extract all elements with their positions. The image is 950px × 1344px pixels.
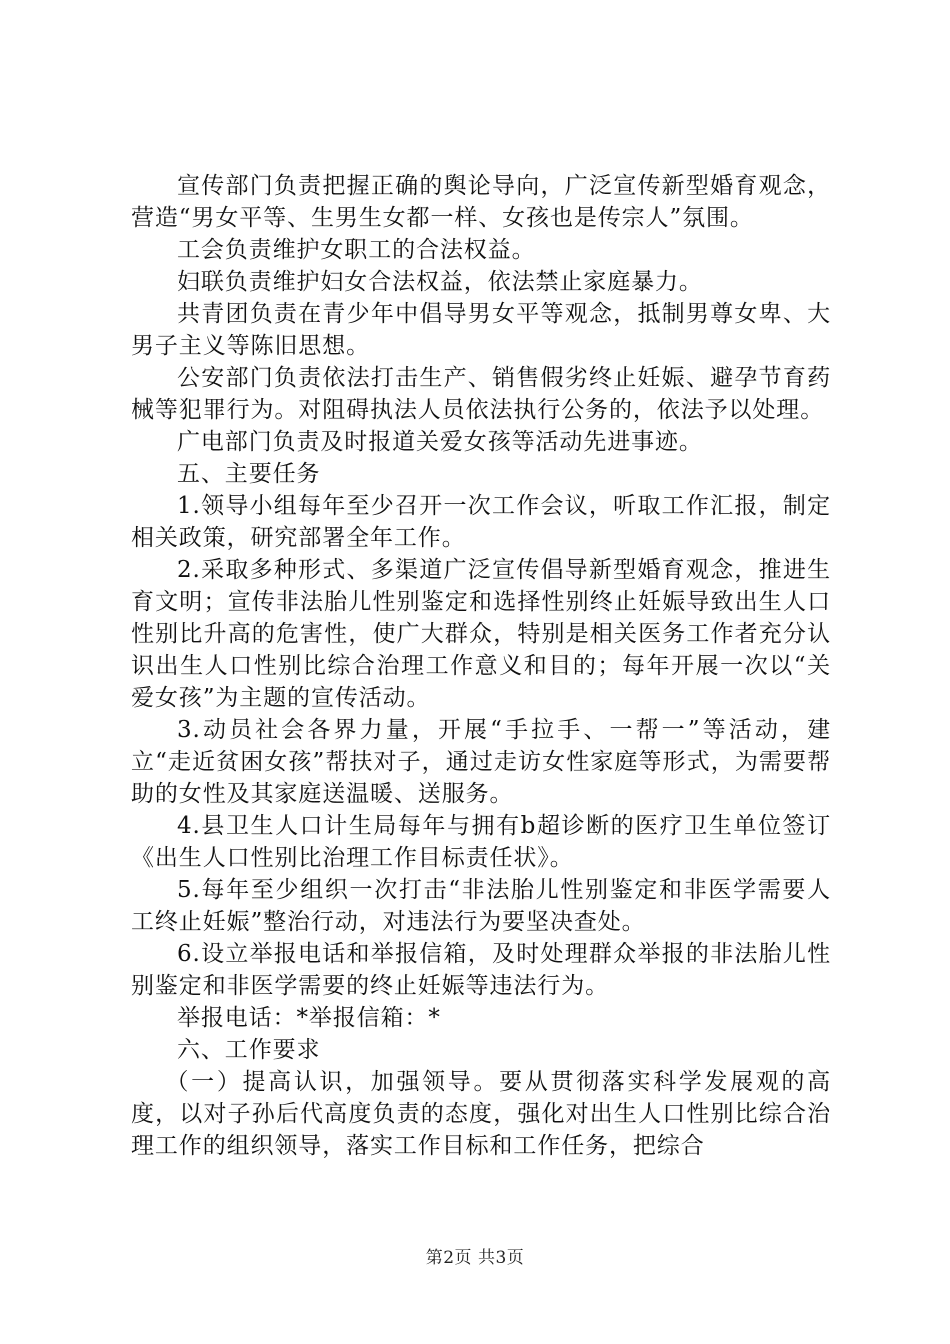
section-heading-main-tasks: 五、主要任务 <box>177 461 321 487</box>
paragraph-public-security: 公安部门负责依法打击生产、销售假劣终止妊娠、避孕节育药械等犯罪行为。对阻碍执法人员依法执行公务的，依法予以处理。 <box>131 365 831 423</box>
report-contact-line: 举报电话：*举报信箱：* <box>177 1005 441 1031</box>
paragraph-womens-federation: 妇联负责维护妇女合法权益，依法禁止家庭暴力。 <box>177 269 703 295</box>
paragraph-publicity-dept: 宣传部门负责把握正确的舆论导向，广泛宣传新型婚育观念，营造“男女平等、生男生女都一样、女孩也是传宗人”氛围。 <box>131 173 831 231</box>
task-item-2: 2.采取多种形式、多渠道广泛宣传倡导新型婚育观念，推进生育文明；宣传非法胎儿性别鉴定和选择性别终止妊娠导致出生人口性别比升高的危害性，使广大群众，特别是相关医务工作者充分认识出生人口性别比综合治理工作意义和目的；每年开展一次以“关爱女孩”为主题的宣传活动。 <box>131 557 831 711</box>
task-item-1: 1.领导小组每年至少召开一次工作会议，听取工作汇报，制定相关政策，研究部署全年工作。 <box>131 493 831 551</box>
paragraph-trade-union: 工会负责维护女职工的合法权益。 <box>177 237 536 263</box>
task-item-4: 4.县卫生人口计生局每年与拥有b超诊断的医疗卫生单位签订《出生人口性别比治理工作目标责任状》。 <box>131 813 831 871</box>
task-item-3: 3.动员社会各界力量，开展“手拉手、一帮一”等活动，建立“走近贫困女孩”帮扶对子，通过走访女性家庭等形式，为需要帮助的女性及其家庭送温暖、送服务。 <box>131 717 831 807</box>
task-item-6: 6.设立举报电话和举报信箱，及时处理群众举报的非法胎儿性别鉴定和非医学需要的终止妊娠等违法行为。 <box>131 941 831 999</box>
paragraph-youth-league: 共青团负责在青少年中倡导男女平等观念，抵制男尊女卑、大男子主义等陈旧思想。 <box>131 301 831 359</box>
page-number-footer: 第2页 共3页 <box>425 1248 525 1268</box>
section-heading-work-requirements: 六、工作要求 <box>177 1037 321 1063</box>
document-body <box>131 170 831 1162</box>
requirement-item-1: （一）提高认识，加强领导。要从贯彻落实科学发展观的高度，以对子孙后代高度负责的态度，强化对出生人口性别比综合治理工作的组织领导，落实工作目标和工作任务，把综合 <box>131 1069 831 1159</box>
paragraph-broadcasting: 广电部门负责及时报道关爱女孩等活动先进事迹。 <box>177 429 703 455</box>
task-item-5: 5.每年至少组织一次打击“非法胎儿性别鉴定和非医学需要人工终止妊娠”整治行动，对违法行为要坚决查处。 <box>131 877 831 935</box>
